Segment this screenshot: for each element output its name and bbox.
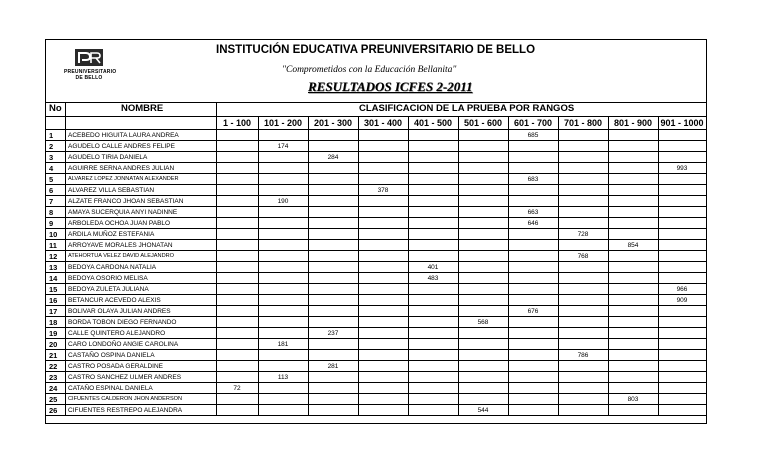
score-value: 72 (233, 385, 241, 392)
logo-caption-bottom: DE BELLO (75, 75, 103, 81)
score-value: 676 (527, 308, 539, 315)
col-name-header: NOMBRE (121, 103, 164, 114)
row-number: 2 (49, 142, 54, 151)
score-value: 993 (676, 165, 688, 172)
results-sheet (45, 39, 707, 424)
score-value: 284 (327, 154, 339, 161)
score-value: 281 (327, 363, 339, 370)
student-name: ALVAREZ VILLA SEBASTIAN (68, 187, 155, 194)
score-value: 174 (277, 143, 289, 150)
score-value: 685 (527, 132, 539, 139)
row-number: 17 (49, 307, 58, 316)
row-number: 16 (49, 296, 58, 305)
range-header-4: 301 - 400 (363, 118, 403, 128)
row-number: 1 (49, 131, 54, 140)
col-class-header: CLASIFICACION DE LA PRUEBA POR RANGOS (359, 103, 575, 114)
row-number: 23 (49, 373, 58, 382)
table-row (46, 196, 706, 207)
row-number: 11 (49, 241, 57, 250)
motto: "Comprometidos con la Educación Bellanita" (282, 65, 457, 75)
student-name: CALLE QUINTERO ALEJANDRO (68, 330, 166, 337)
table-row (46, 273, 706, 284)
row-number: 13 (49, 263, 58, 272)
table-row (46, 295, 706, 306)
row-number: 4 (49, 164, 54, 173)
range-column-divider (608, 116, 609, 416)
student-name: BEDOYA OSORIO MELISA (68, 275, 148, 282)
table-row (46, 141, 706, 152)
score-value: 401 (427, 264, 439, 271)
name-column-divider (216, 102, 217, 416)
table-row (46, 174, 706, 185)
table-row (46, 383, 706, 394)
table-row (46, 361, 706, 372)
row-number: 24 (49, 384, 58, 393)
score-value: 854 (627, 242, 639, 249)
range-column-divider (358, 116, 359, 416)
range-column-divider (308, 116, 309, 416)
row-number: 25 (49, 395, 58, 404)
range-header-5: 401 - 500 (413, 118, 453, 128)
logo-caption-top: PREUNIVERSITARIO (64, 69, 117, 75)
range-header-3: 201 - 300 (313, 118, 353, 128)
student-name: AGUDELO TIRIA DANIELA (68, 154, 148, 161)
row-number: 12 (49, 252, 58, 261)
student-name: ARBOLEDA OCHOA JUAN PABLO (68, 220, 171, 227)
table-row (46, 372, 706, 383)
row-number: 6 (49, 186, 54, 195)
row-number: 15 (49, 285, 58, 294)
student-name: BEDOYA CARDONA NATALIA (68, 264, 157, 271)
score-value: 768 (577, 253, 589, 260)
range-header-8: 701 - 800 (563, 118, 603, 128)
student-name: AGUIRRE SERNA ANDRES JULIAN (68, 165, 175, 172)
range-header-2: 101 - 200 (263, 118, 303, 128)
student-name: ALVAREZ LOPEZ JONNATAN ALEXANDER (68, 176, 179, 182)
row-number: 3 (49, 153, 54, 162)
row-number: 21 (49, 351, 58, 360)
score-value: 568 (477, 319, 489, 326)
student-name: CASTRO SANCHEZ ULMER ANDRES (68, 374, 182, 381)
range-column-divider (458, 116, 459, 416)
row-number: 18 (49, 318, 58, 327)
student-name: BETANCUR ACEVEDO ALEXIS (68, 297, 161, 304)
range-header-7: 601 - 700 (513, 118, 553, 128)
table-row (46, 328, 706, 339)
row-number: 7 (49, 197, 54, 206)
table-row (46, 207, 706, 218)
range-column-divider (408, 116, 409, 416)
range-header-10: 901 - 1000 (660, 118, 704, 128)
student-name: CASTAÑO OSPINA DANIELA (68, 352, 155, 359)
table-row (46, 317, 706, 328)
score-value: 909 (676, 297, 688, 304)
score-value: 190 (277, 198, 289, 205)
student-name: CIFUENTES RESTREPO ALEJANDRA (68, 407, 183, 414)
score-value: 966 (676, 286, 688, 293)
student-name: AMAYA SUCERQUIA ANYI NADINNE (68, 209, 178, 216)
score-value: 683 (527, 176, 539, 183)
student-name: CASTRO POSADA GERALDINE (68, 363, 163, 370)
table-row (46, 350, 706, 361)
row-number: 5 (49, 175, 54, 184)
student-name: BOLIVAR OLAYA JULIAN ANDRES (68, 308, 171, 315)
score-value: 544 (477, 407, 489, 414)
student-name: ATEHORTUA VELEZ DAVID ALEJANDRO (68, 253, 174, 259)
range-column-divider (658, 116, 659, 416)
table-row (46, 240, 706, 251)
table-row (46, 339, 706, 350)
range-header-1: 1 - 100 (222, 118, 252, 128)
student-name: BEDOYA ZULETA JULIANA (68, 286, 149, 293)
table-row (46, 306, 706, 317)
student-name: CARO LONDOÑO ANGIE CAROLINA (68, 341, 179, 348)
row-number: 22 (49, 362, 58, 371)
school-crest-icon (74, 48, 104, 68)
range-header-6: 501 - 600 (463, 118, 503, 128)
range-header-9: 801 - 900 (613, 118, 653, 128)
student-name: ARROYAVE MORALES JHONATAN (68, 242, 173, 249)
score-value: 113 (277, 374, 289, 381)
table-row (46, 229, 706, 240)
score-value: 728 (577, 231, 589, 238)
table-row (46, 185, 706, 196)
score-value: 646 (527, 220, 539, 227)
range-column-divider (558, 116, 559, 416)
row-number: 14 (49, 274, 58, 283)
row-number: 26 (49, 406, 58, 415)
score-value: 237 (327, 330, 339, 337)
table-row (46, 284, 706, 295)
row-number: 19 (49, 329, 58, 338)
range-column-divider (258, 116, 259, 416)
student-name: CIFUENTES CALDERON JHON ANDERSON (68, 396, 183, 402)
student-name: BORDA TOBON DIEGO FERNANDO (68, 319, 177, 326)
col-no-header: No (49, 103, 62, 114)
table-row (46, 262, 706, 273)
table-row (46, 251, 706, 262)
score-value: 786 (577, 352, 589, 359)
row-number: 8 (49, 208, 54, 217)
row-number: 10 (49, 230, 58, 239)
table-row (46, 163, 706, 174)
student-name: CATAÑO ESPINAL DANIELA (68, 385, 153, 392)
row-number: 9 (49, 219, 54, 228)
range-column-divider (508, 116, 509, 416)
student-name: ACEBEDO HIGUITA LAURA ANDREA (68, 132, 179, 139)
score-value: 483 (427, 275, 439, 282)
row-number: 20 (49, 340, 58, 349)
table-row (46, 405, 706, 416)
table-row (46, 218, 706, 229)
score-value: 181 (277, 341, 289, 348)
table-row (46, 130, 706, 141)
score-value: 803 (627, 396, 639, 403)
student-name: ARDILA MUÑOZ ESTEFANIA (68, 231, 155, 238)
institution-title: INSTITUCIÓN EDUCATIVA PREUNIVERSITARIO DE BELLO (216, 44, 536, 56)
table-row (46, 152, 706, 163)
score-value: 663 (527, 209, 539, 216)
table-row (46, 394, 706, 405)
results-title: RESULTADOS ICFES 2-2011 (308, 79, 473, 94)
no-column-divider (65, 102, 66, 416)
student-name: AGUDELO CALLE ANDRES FELIPE (68, 143, 175, 150)
student-name: ALZATE FRANCO JHOAN SEBASTIAN (68, 198, 184, 205)
score-value: 378 (377, 187, 389, 194)
school-logo (64, 48, 117, 82)
